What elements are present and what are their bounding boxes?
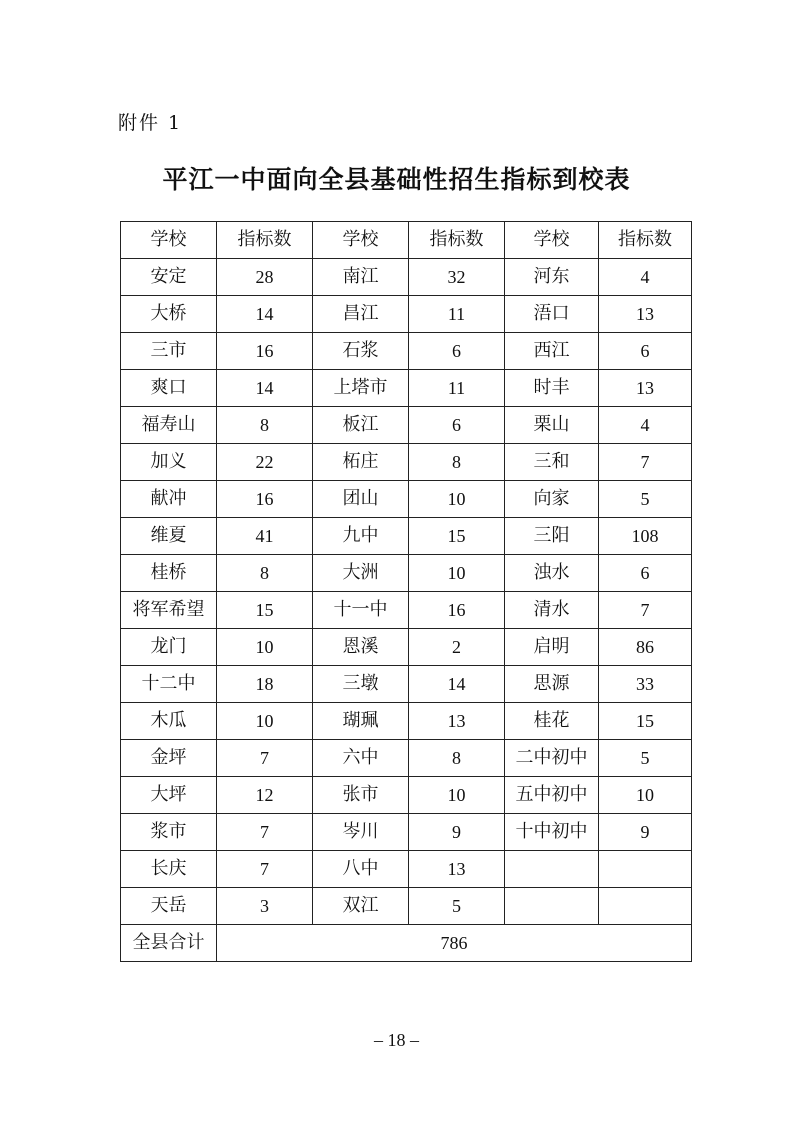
school-cell xyxy=(505,888,599,925)
quota-cell: 7 xyxy=(217,851,313,888)
table-row xyxy=(121,296,692,333)
attachment-label: 附件 1 xyxy=(118,112,183,134)
table-row xyxy=(121,888,692,925)
total-row xyxy=(121,925,692,962)
header-school-1: 学校 xyxy=(121,222,217,259)
table-row xyxy=(121,740,692,777)
table-row xyxy=(121,814,692,851)
quota-cell: 13 xyxy=(599,296,692,333)
quota-table xyxy=(120,221,692,962)
quota-cell: 6 xyxy=(599,333,692,370)
school-cell: 南江 xyxy=(313,259,409,296)
table-row xyxy=(121,777,692,814)
quota-cell: 5 xyxy=(599,481,692,518)
quota-cell: 5 xyxy=(599,740,692,777)
school-cell xyxy=(505,851,599,888)
quota-cell: 10 xyxy=(217,629,313,666)
school-cell: 思源 xyxy=(505,666,599,703)
quota-cell: 14 xyxy=(217,296,313,333)
quota-cell: 15 xyxy=(217,592,313,629)
school-cell: 大坪 xyxy=(121,777,217,814)
school-cell: 将军希望 xyxy=(121,592,217,629)
quota-cell: 7 xyxy=(599,444,692,481)
table-row xyxy=(121,555,692,592)
school-cell: 大洲 xyxy=(313,555,409,592)
quota-cell: 2 xyxy=(409,629,505,666)
quota-cell: 12 xyxy=(217,777,313,814)
school-cell: 桂花 xyxy=(505,703,599,740)
quota-cell: 13 xyxy=(599,370,692,407)
school-cell: 石浆 xyxy=(313,333,409,370)
school-cell: 三阳 xyxy=(505,518,599,555)
quota-cell: 4 xyxy=(599,407,692,444)
header-quota-3: 指标数 xyxy=(599,222,692,259)
quota-cell: 32 xyxy=(409,259,505,296)
school-cell: 维夏 xyxy=(121,518,217,555)
quota-cell: 3 xyxy=(217,888,313,925)
table-row xyxy=(121,481,692,518)
header-school-3: 学校 xyxy=(505,222,599,259)
school-cell: 龙门 xyxy=(121,629,217,666)
quota-cell: 4 xyxy=(599,259,692,296)
table-row xyxy=(121,407,692,444)
quota-cell: 10 xyxy=(409,777,505,814)
quota-cell: 5 xyxy=(409,888,505,925)
quota-cell xyxy=(599,851,692,888)
quota-cell: 16 xyxy=(409,592,505,629)
school-cell: 向家 xyxy=(505,481,599,518)
school-cell: 爽口 xyxy=(121,370,217,407)
school-cell: 浊水 xyxy=(505,555,599,592)
quota-cell: 33 xyxy=(599,666,692,703)
table-row xyxy=(121,629,692,666)
school-cell: 张市 xyxy=(313,777,409,814)
quota-cell: 8 xyxy=(409,740,505,777)
school-cell: 板江 xyxy=(313,407,409,444)
school-cell: 恩溪 xyxy=(313,629,409,666)
quota-cell: 28 xyxy=(217,259,313,296)
quota-cell: 41 xyxy=(217,518,313,555)
quota-cell: 22 xyxy=(217,444,313,481)
quota-cell: 13 xyxy=(409,851,505,888)
quota-cell: 10 xyxy=(599,777,692,814)
quota-cell: 7 xyxy=(217,740,313,777)
school-cell: 金坪 xyxy=(121,740,217,777)
table-row xyxy=(121,851,692,888)
school-cell: 柘庄 xyxy=(313,444,409,481)
quota-cell: 86 xyxy=(599,629,692,666)
quota-cell: 7 xyxy=(599,592,692,629)
school-cell: 启明 xyxy=(505,629,599,666)
header-quota-1: 指标数 xyxy=(217,222,313,259)
school-cell: 时丰 xyxy=(505,370,599,407)
table-row xyxy=(121,703,692,740)
quota-cell: 108 xyxy=(599,518,692,555)
table-row xyxy=(121,518,692,555)
school-cell: 西江 xyxy=(505,333,599,370)
table-row xyxy=(121,444,692,481)
quota-cell: 13 xyxy=(409,703,505,740)
school-cell: 岑川 xyxy=(313,814,409,851)
school-cell: 河东 xyxy=(505,259,599,296)
quota-cell: 11 xyxy=(409,296,505,333)
quota-cell: 9 xyxy=(409,814,505,851)
school-cell: 三市 xyxy=(121,333,217,370)
school-cell: 浆市 xyxy=(121,814,217,851)
school-cell: 浯口 xyxy=(505,296,599,333)
page-number: – 18 – xyxy=(374,1030,419,1050)
school-cell: 九中 xyxy=(313,518,409,555)
quota-cell: 10 xyxy=(409,555,505,592)
quota-cell: 15 xyxy=(409,518,505,555)
header-quota-2: 指标数 xyxy=(409,222,505,259)
school-cell: 十中初中 xyxy=(505,814,599,851)
school-cell: 大桥 xyxy=(121,296,217,333)
school-cell: 木瓜 xyxy=(121,703,217,740)
quota-cell: 16 xyxy=(217,481,313,518)
school-cell: 上塔市 xyxy=(313,370,409,407)
school-cell: 瑚珮 xyxy=(313,703,409,740)
quota-cell: 8 xyxy=(217,407,313,444)
school-cell: 团山 xyxy=(313,481,409,518)
quota-cell: 6 xyxy=(409,407,505,444)
school-cell: 十二中 xyxy=(121,666,217,703)
school-cell: 长庆 xyxy=(121,851,217,888)
quota-cell: 7 xyxy=(217,814,313,851)
quota-cell: 15 xyxy=(599,703,692,740)
total-label: 全县合计 xyxy=(121,925,217,962)
school-cell: 八中 xyxy=(313,851,409,888)
school-cell: 五中初中 xyxy=(505,777,599,814)
quota-cell: 6 xyxy=(599,555,692,592)
total-value: 786 xyxy=(217,925,692,962)
school-cell: 昌江 xyxy=(313,296,409,333)
quota-cell: 10 xyxy=(217,703,313,740)
quota-cell: 8 xyxy=(217,555,313,592)
table-row xyxy=(121,592,692,629)
school-cell: 天岳 xyxy=(121,888,217,925)
document-title: 平江一中面向全县基础性招生指标到校表 xyxy=(162,165,631,194)
school-cell: 桂桥 xyxy=(121,555,217,592)
school-cell: 安定 xyxy=(121,259,217,296)
quota-cell: 16 xyxy=(217,333,313,370)
school-cell: 十一中 xyxy=(313,592,409,629)
school-cell: 三墩 xyxy=(313,666,409,703)
school-cell: 福寿山 xyxy=(121,407,217,444)
quota-cell: 14 xyxy=(409,666,505,703)
table-header-row xyxy=(121,222,692,259)
table-row xyxy=(121,333,692,370)
table-row xyxy=(121,666,692,703)
quota-cell: 8 xyxy=(409,444,505,481)
school-cell: 三和 xyxy=(505,444,599,481)
header-school-2: 学校 xyxy=(313,222,409,259)
quota-cell: 9 xyxy=(599,814,692,851)
school-cell: 献冲 xyxy=(121,481,217,518)
school-cell: 双江 xyxy=(313,888,409,925)
quota-cell: 10 xyxy=(409,481,505,518)
school-cell: 六中 xyxy=(313,740,409,777)
quota-cell: 18 xyxy=(217,666,313,703)
quota-cell: 11 xyxy=(409,370,505,407)
quota-cell: 14 xyxy=(217,370,313,407)
school-cell: 栗山 xyxy=(505,407,599,444)
school-cell: 清水 xyxy=(505,592,599,629)
school-cell: 加义 xyxy=(121,444,217,481)
table-row xyxy=(121,259,692,296)
quota-cell: 6 xyxy=(409,333,505,370)
table-row xyxy=(121,370,692,407)
quota-cell xyxy=(599,888,692,925)
school-cell: 二中初中 xyxy=(505,740,599,777)
